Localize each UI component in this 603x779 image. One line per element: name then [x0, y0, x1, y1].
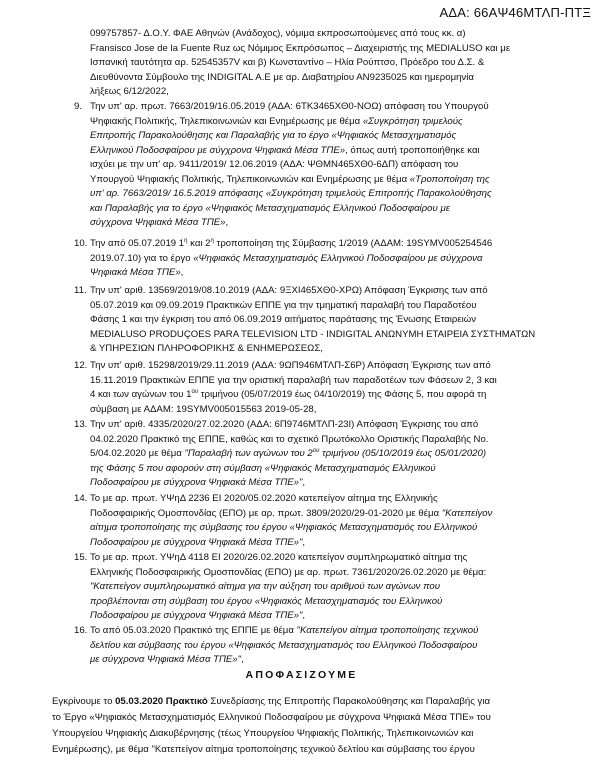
text-line: 15.11.2019 Πρακτικών ΕΠΠΕ για την οριστική παραλαβή των παραδοτέων των Φάσεων 2, 3 και [90, 374, 497, 386]
text-line: ισχύει με την υπ' αρ. 9411/2019/ 12.06.2019 (ΑΔΑ: ΨΘΜΝ465ΧΘ0-6ΔΠ) απόφαση του [90, 159, 459, 170]
item-number: 16. [74, 625, 88, 636]
item-number: 15. [74, 552, 88, 563]
text-line: και Παραλαβής για το έργο «Ψηφιακός Μετασχηματισμός Ελληνικού Ποδοσφαίρου με [90, 202, 450, 214]
italic-span: «Τροποποίηση της [409, 173, 490, 185]
text-span: , [302, 536, 306, 548]
text-span: τριμήνου (05/07/2019 έως 04/10/2019) της Φάσης 5, που αφορά τη [198, 389, 487, 400]
bold-span: 05.03.2020 Πρακτικό [115, 696, 208, 707]
item-number: 10. [74, 238, 88, 249]
text-line [90, 609, 581, 624]
text-line: Επιτροπής Παρακολούθησης και Παραλαβής για το έργο «Ψηφιακός Μετασχηματισμός [90, 130, 457, 141]
text-span: , [241, 654, 244, 665]
text-line: Την υπ' αριθ. 4335/2020/27.02.2020 (ΑΔΑ: 6Π9746ΜΤΛΠ-23Ι) Απόφαση Έγκρισης του από [90, 419, 479, 430]
text-span: , [180, 267, 184, 278]
text-span: τροποποίηση της Σύμβασης 1/2019 (ΑΔΑΜ: 19SYMV005254546 [213, 238, 493, 249]
text-line: το Έργο «Ψηφιακός Μετασχηματισμός Ελληνικού Ποδοσφαίρου με σύγχρονα Ψηφιακά Μέσα ΤΠΕ» του [52, 712, 491, 723]
text-line: Ενημέρωσης), με θέμα "Κατεπείγον αίτημα τροποποίησης τεχνικού δελτίου και σύμβασης του έργου [52, 744, 475, 755]
text-span: 5/04.02.2020 με θέμα [90, 448, 185, 459]
text-line: Φάσης 1 και την έγκριση του από 06.09.2019 αιτήματος παράτασης της Ένωσης Εταιρειών [90, 314, 477, 325]
text-line [90, 237, 581, 252]
italic-span: «Συγκρότηση τριμελούς [362, 115, 463, 127]
item-number: 11. [74, 285, 87, 296]
italic-span: Ψηφιακά Μέσα ΤΠΕ» [90, 267, 181, 278]
section-heading: ΑΠΟΦΑΣΙΖΟΥΜΕ [245, 669, 358, 681]
text-span: Ποδοσφαιρικής Ομοσπονδίας (ΕΠΟ) με αρ. πρωτ. 3809/2020/29-01-2020 με θέμα [90, 507, 442, 519]
text-line [90, 476, 581, 491]
italic-span: με σύγχρονα Ψηφιακά Μέσα ΤΠΕ»" [90, 654, 242, 665]
text-span: Εγκρίνουμε το [52, 696, 116, 707]
text-line [90, 115, 581, 130]
text-line: 099757857- Δ.Ο.Υ. ΦΑΕ Αθηνών (Ανάδοχος), νόμιμα εκπροσωπούμενες από τους κκ. α) [90, 28, 466, 39]
text-line [52, 694, 582, 710]
text-line: Το με αρ. πρωτ. ΥΨηΔ 2236 ΕΙ 2020/05.02.2020 κατεπείγον αίτημα της Ελληνικής [90, 493, 438, 504]
text-line: & ΥΠΗΡΕΣΙΩΝ ΠΛΗΡΟΦΟΡΙΚΗΣ & ΕΝΗΜΕΡΩΣΕΩΣ, [90, 343, 323, 354]
superscript: ου [312, 447, 320, 454]
item-number: 12. [74, 360, 88, 371]
superscript: η [210, 237, 214, 244]
italic-span: Ποδοσφαίρου με σύγχρονα Ψηφιακά Μέσα ΤΠΕ»" [90, 610, 303, 621]
text-span: και 2 [187, 238, 211, 249]
decision-paragraph [52, 694, 582, 758]
text-line: Την υπ' αριθ. 13569/2019/08.10.2019 (ΑΔΑ: 9ΞΧΙ465ΧΘ0-ΧΡΩ) Απόφαση Έγκρισης των από [90, 285, 488, 296]
text-line: Fransisco Jose de la Fuente Ruz ως Νόμιμος Εκπρόσωπος – Διαχειριστής της MEDIALUSO και με [90, 42, 511, 54]
italic-span: Ποδοσφαίρου με σύγχρονα Ψηφιακά Μέσα ΤΠΕ»" [90, 477, 303, 488]
text-span: Την από 05.07.2019 1 [90, 238, 185, 249]
text-span: , [225, 217, 229, 228]
text-span: Ψηφιακής Πολιτικής, Τηλεπικοινωνιών και Ενημέρωσης με θέμα [90, 115, 363, 127]
text-line: σύμβαση με ΑΔΑΜ: 19SYMV005015563 2019-05-28, [90, 403, 317, 415]
text-span: , [302, 610, 306, 621]
italic-span: "Κατεπείγον [441, 507, 493, 519]
italic-span: Ποδοσφαίρου με σύγχρονα Ψηφιακά Μέσα ΤΠΕ»" [90, 536, 303, 548]
text-line [90, 173, 581, 188]
intro-paragraph [90, 27, 581, 100]
item-number: 13. [74, 419, 88, 430]
text-line [90, 144, 581, 159]
text-line: Ισπανική ταυτότητα αρ. 52545357V και β) Κωνσταντίνο – Ηλία Ρούπτσο, Πρόεδρο του Δ.Σ. & [90, 57, 485, 68]
superscript: η [184, 237, 188, 244]
text-line [90, 252, 581, 267]
text-span: , όπως αυτή τροποποιήθηκε και [345, 144, 480, 156]
italic-span: σύγχρονα Ψηφιακά Μέσα ΤΠΕ» [90, 217, 226, 228]
ada-code: ΑΔΑ: 66ΑΨ46ΜΤΛΠ-ΠΤΞ [439, 5, 591, 20]
text-line [90, 266, 581, 281]
text-line: Την υπ' αριθ. 15298/2019/29.11.2019 (ΑΔΑ: 9ΩΠ946ΜΤΛΠ-Σ6Ρ) Απόφαση Έγκρισης των από [90, 360, 491, 371]
text-line: Ελληνικής Ποδοσφαιρικής Ομοσπονδίας (ΕΠΟ) με αρ. πρωτ. 7361/2020/26.02.2020 με θέμα: [90, 566, 487, 578]
text-line: αίτημα τροποποίησης της σύμβασης του έργου «Ψηφιακός Μετασχηματισμός του Ελληνικού [90, 522, 478, 533]
italic-span: "Κατεπείγον αίτημα τροποποίησης τεχνικού [296, 625, 479, 636]
text-line: 04.02.2020 Πρακτικό της ΕΠΠΕ, καθώς και το σχετικό Πρωτόκολλο Οριστικής Παραλαβής Νο. [90, 433, 489, 445]
text-span: 2019.07.10) για το έργο [90, 252, 194, 264]
text-line: λήξεως 6/12/2022, [90, 86, 169, 97]
text-line: Την υπ' αρ. πρωτ. 7663/2019/16.05.2019 (ΑΔΑ: 6ΤΚ3465ΧΘ0-ΝΟΩ) απόφαση του Υπουργού [90, 101, 489, 112]
text-line: Υπουργείου Ψηφιακής Διακυβέρνησης (τέως Υπουργείου Ψηφιακής Πολιτικής, Τηλεπικοινωνιών και [52, 728, 474, 739]
item-number: 9. [74, 101, 83, 112]
text-line [90, 216, 581, 231]
item-number: 14. [74, 493, 88, 504]
text-span: , [302, 477, 306, 488]
text-line: Διευθύνοντα Σύμβουλο της INDIGITAL A.E με αρ. Διαβατηρίου ΑΝ9235025 και ημερομηνία [90, 71, 474, 83]
text-line [90, 653, 581, 668]
text-line: προβλέπονται στη σύμβαση του έργου «Ψηφιακός Μετασχηματισμός του Ελληνικού [90, 595, 443, 607]
italic-span: τριμήνου (05/10/2019 έως 05/01/2020) [319, 448, 487, 459]
text-line [90, 447, 581, 462]
text-line [90, 507, 581, 522]
text-line: "Κατεπείγον συμπληρωματικό αίτημα για την αύξηση του αριθμού των αγώνων που [90, 581, 441, 592]
superscript: ου [191, 388, 199, 395]
text-span: Συνεδρίασης της Επιτροπής Παρακολούθησης και Παραλαβής για [207, 696, 491, 707]
italic-span: "Παραλαβή των αγώνων του 2 [184, 448, 313, 459]
text-line: δελτίου και σύμβασης του έργου «Ψηφιακός Μετασχηματισμός του Ελληνικού Ποδοσφαίρου [90, 639, 478, 651]
text-span: 4 και των αγώνων του 1 [90, 389, 192, 400]
italic-span: Ελληνικού Ποδοσφαίρου με σύγχρονα Ψηφιακά Μέσα ΤΠΕ» [90, 144, 346, 156]
text-line [90, 536, 581, 551]
text-line: υπ' αρ. 7663/2019/ 16.5.2019 απόφασης «Συγκρότηση τριμελούς Επιτροπής Παρακολούθησης [90, 188, 492, 199]
text-line: της Φάσης 5 που αφορούν στη σύμβαση «Ψηφιακός Μετασχηματισμός Ελληνικού [90, 462, 436, 474]
text-line [90, 624, 581, 639]
italic-span: «Ψηφιακός Μετασχηματισμός Ελληνικού Ποδοσφαίρου με σύγχρονα [193, 252, 483, 264]
text-line: Το με αρ. πρωτ. ΥΨηΔ 4118 ΕΙ 2020/26.02.2020 κατεπείγον συμπληρωματικό αίτημα της [90, 552, 468, 563]
text-line [90, 388, 581, 403]
text-line: 05.07.2019 και 09.09.2019 Πρακτικών ΕΠΠΕ για την τμηματική παραλαβή του Παραδοτέου [90, 299, 477, 311]
text-span: Υπουργού Ψηφιακής Πολιτικής, Τηλεπικοινωνιών και Ενημέρωσης με θέμα [90, 173, 410, 185]
text-line: MEDIALUSO PRODUÇOES PARA TELEVISION LTD - INDIGITAL ΑΝΩΝΥΜΗ ΕΤΑΙΡΕΙΑ ΣΥΣΤΗΜΑΤΩΝ [90, 328, 536, 340]
text-span: Το από 05.03.2020 Πρακτικό της ΕΠΠΕ με θέμα [90, 625, 297, 636]
